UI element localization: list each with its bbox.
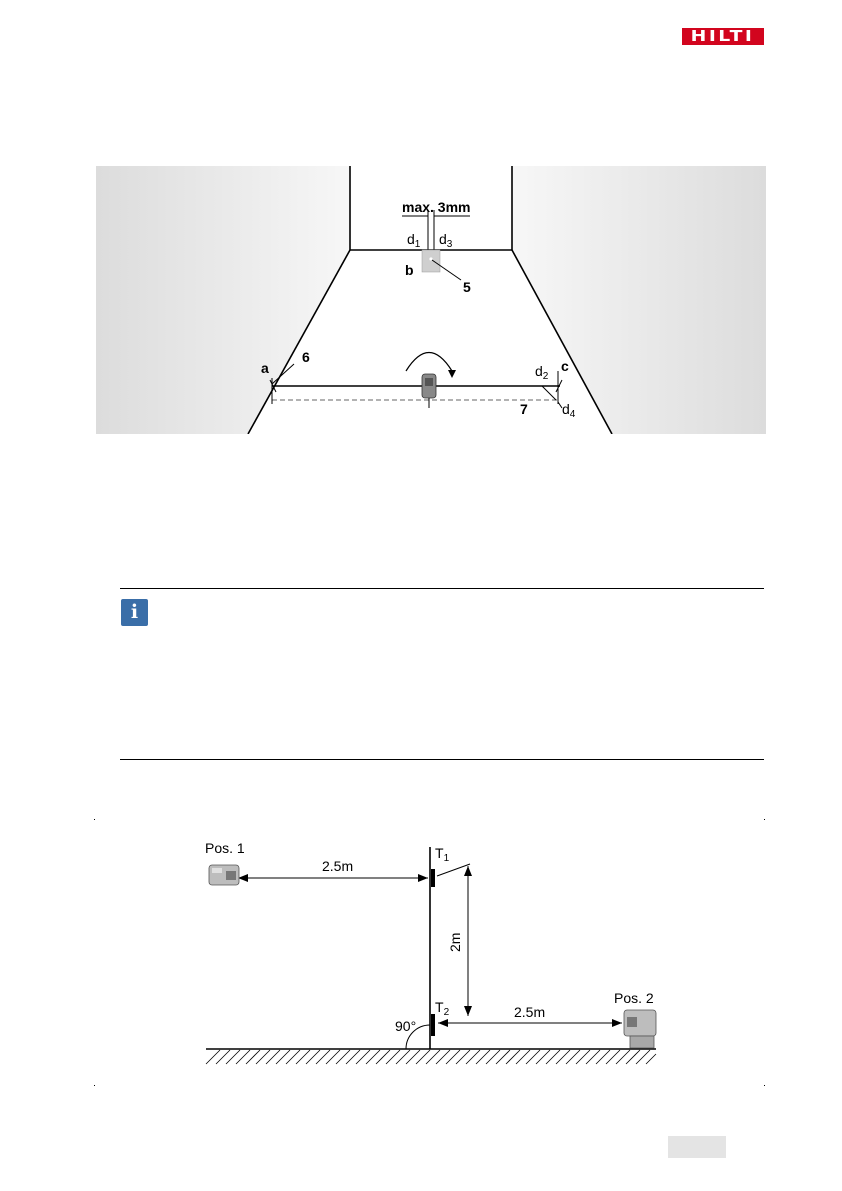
figure-room-laser [96, 166, 766, 434]
ground-hatch [206, 1050, 656, 1064]
laser-device-pos1-icon [209, 865, 239, 885]
distance-top-label: 2.5m [322, 858, 354, 874]
pos1-label: Pos. 1 [205, 840, 245, 856]
ref-6-label: 6 [302, 349, 310, 365]
hilti-logo [682, 28, 764, 45]
d2-label: $d_2$ [535, 363, 549, 382]
point-b-label: b [405, 262, 414, 278]
t2-label: $T_2$ [435, 999, 450, 1018]
logo-text: HILTI [691, 27, 755, 45]
info-icon: i [121, 599, 148, 626]
point-a-label: a [261, 360, 269, 376]
height-label: 2m [447, 932, 463, 952]
distance-bottom-label: 2.5m [514, 1004, 546, 1020]
target-t1 [431, 869, 435, 887]
max-3mm-label: max. 3mm [402, 199, 471, 215]
page-number-box [668, 1136, 726, 1158]
note-top-rule [120, 588, 764, 589]
point-c-label: c [561, 358, 569, 374]
note-bottom-rule [120, 759, 764, 760]
t1-label: $T_1$ [435, 845, 450, 864]
d1-label: $d_1$ [407, 231, 421, 250]
target-plate-b [422, 250, 440, 272]
pos2-label: Pos. 2 [614, 990, 654, 1006]
angle-label: 90° [395, 1018, 417, 1034]
d3-label: $d_3$ [439, 231, 453, 250]
laser-device-pos2-icon [624, 1010, 656, 1048]
figure-positions [94, 816, 768, 1090]
target-t2 [431, 1014, 435, 1036]
d4-label: $d_4$ [562, 401, 576, 420]
ref-5-label: 5 [463, 279, 471, 295]
ref-7-label: 7 [520, 401, 528, 417]
